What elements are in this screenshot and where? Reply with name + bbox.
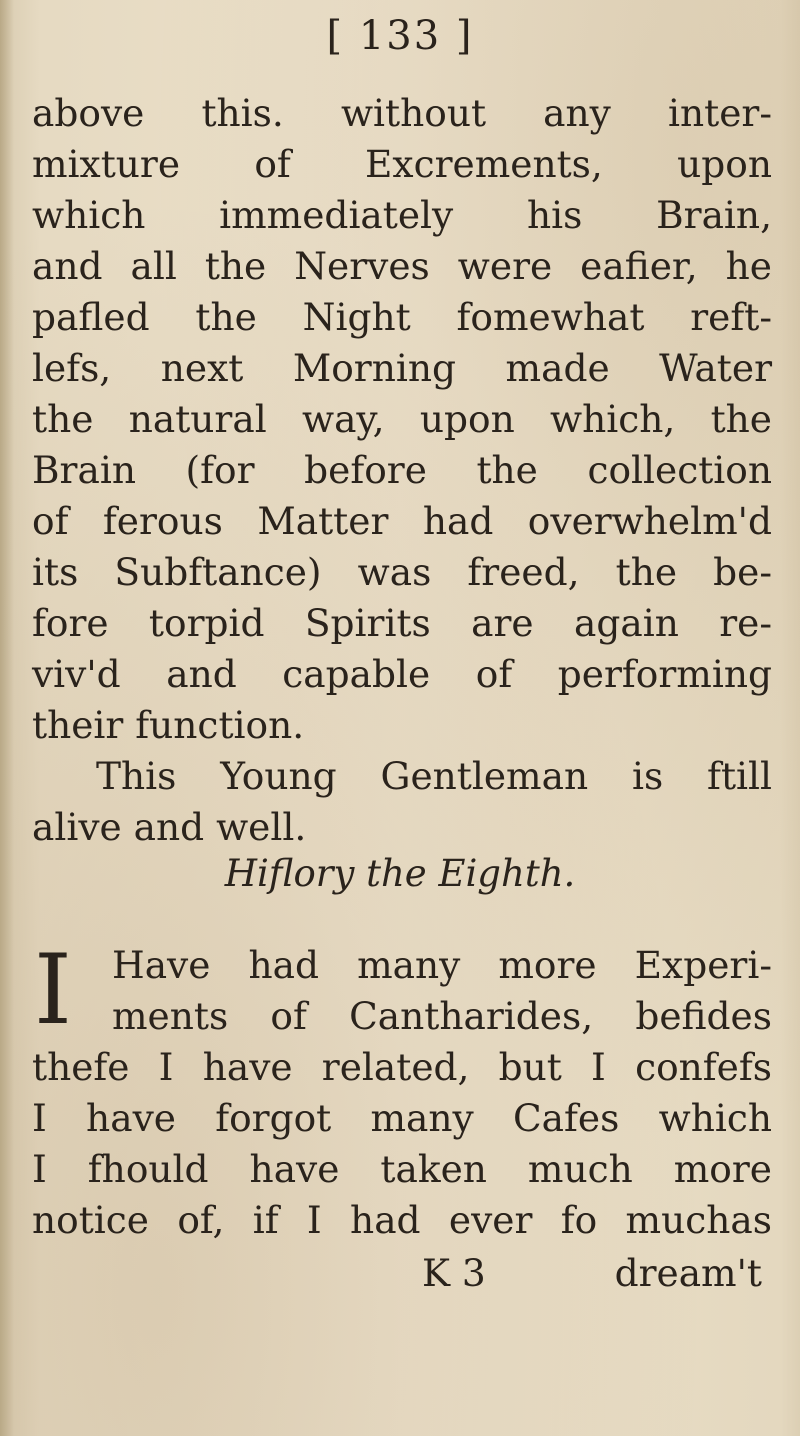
page-footer	[32, 1248, 772, 1298]
text-line: alive and well.	[32, 805, 307, 849]
text-line: and all the Nerves were eafier, he	[32, 244, 772, 288]
text-line: thefe I have related, but I confefs	[32, 1045, 772, 1089]
text-line: pafled the Night fomewhat reft-	[32, 295, 772, 339]
text-line: above this. without any inter-	[32, 91, 772, 135]
catchword: dream't	[614, 1251, 762, 1295]
text-line: I fhould have taken much more	[32, 1147, 772, 1191]
text-line: Have had many more Experi-	[112, 943, 772, 987]
signature-mark: K 3	[422, 1251, 486, 1295]
drop-cap: I	[34, 934, 72, 1046]
text-line: its Subftance) was freed, the be-	[32, 550, 772, 594]
text-line: Brain (for before the collection	[32, 448, 772, 492]
text-line: I have forgot many Cafes which	[32, 1096, 772, 1140]
text-line: which immediately his Brain,	[32, 193, 772, 237]
text-line: notice of, if I had ever fo muchas	[32, 1198, 772, 1242]
page-gutter-shadow	[0, 0, 14, 1436]
text-line: their function.	[32, 703, 305, 747]
text-line: mixture of Excrements, upon	[32, 142, 772, 186]
text-line: of ferous Matter had overwhelm'd	[32, 499, 772, 543]
text-line: fore torpid Spirits are again re-	[32, 601, 772, 645]
text-line: lefs, next Morning made Water	[32, 346, 772, 390]
text-line: the natural way, upon which, the	[32, 397, 772, 441]
page-number: [ 133 ]	[326, 13, 474, 59]
section-heading: Hiflory the Eighth.	[224, 852, 576, 895]
text-line: ments of Cantharides, befides	[112, 994, 772, 1038]
text-line: This Young Gentleman is ftill	[96, 754, 772, 798]
text-line: viv'd and capable of performing	[32, 652, 772, 696]
